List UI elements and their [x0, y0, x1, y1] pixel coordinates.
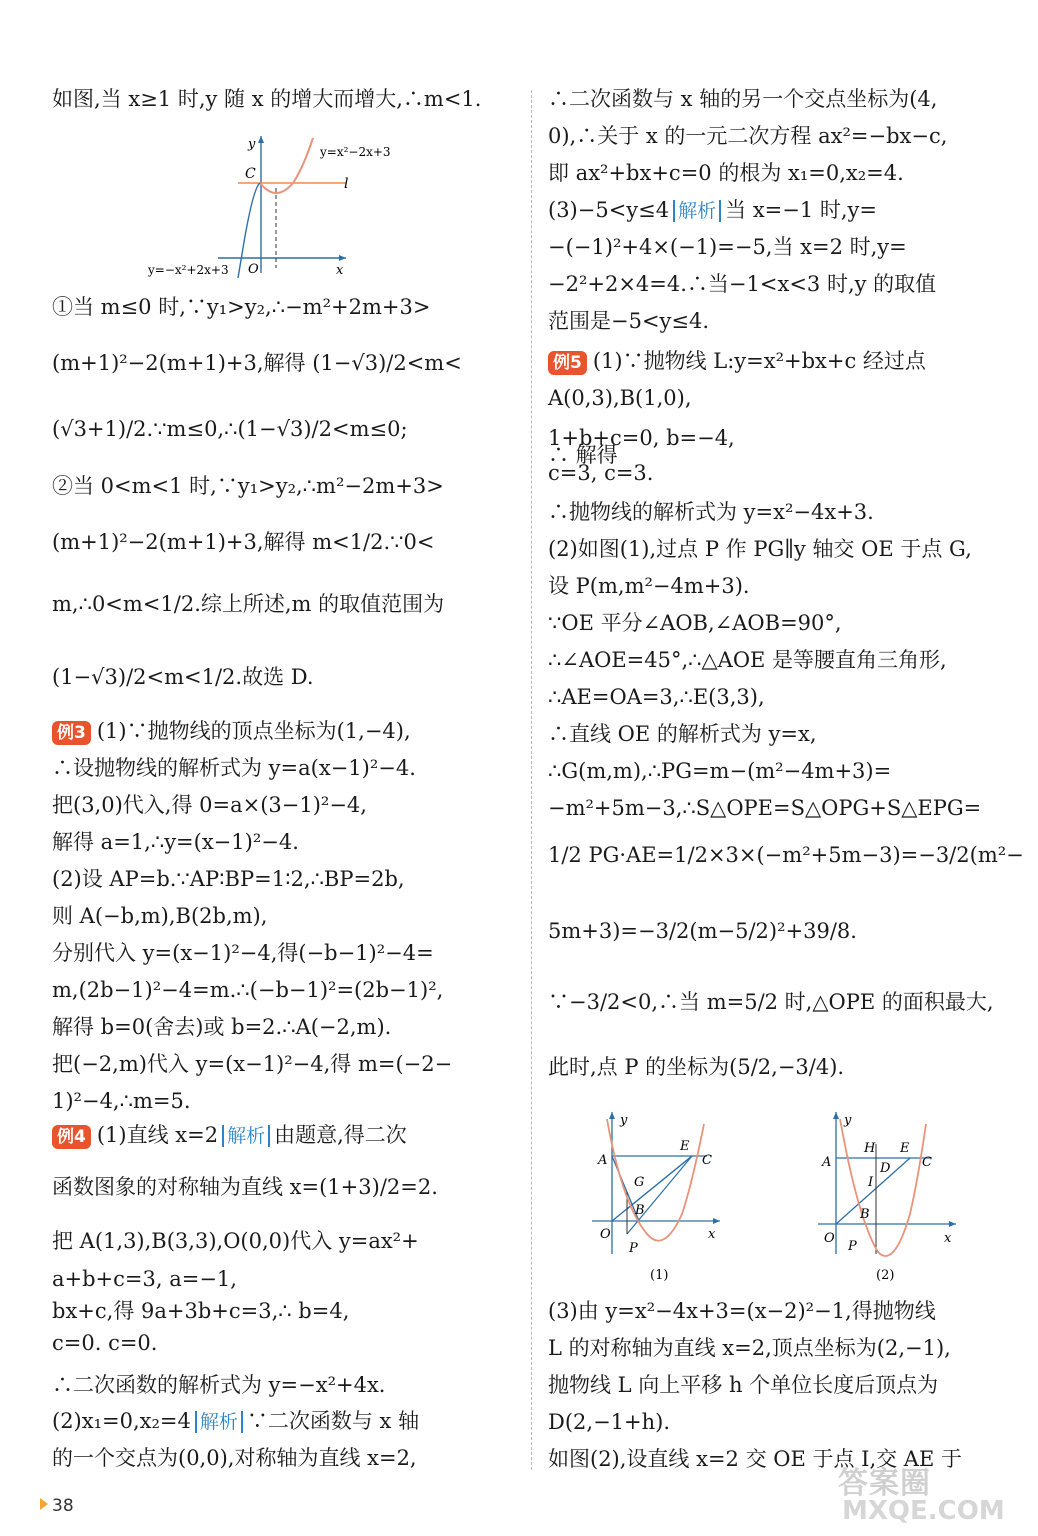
line-text: ∴AE=OA=3,∴E(3,3), — [548, 685, 765, 709]
svg-text:B: B — [860, 1207, 870, 1222]
line-text: a+b+c=3, a=−1, — [52, 1267, 237, 1291]
figure-2 — [818, 1104, 968, 1284]
eq-lower: y=−x²+2x+3 — [148, 263, 229, 277]
line-text: ②当 0<m<1 时,∵y₁>y₂,∴m²−2m+3> — [52, 474, 444, 498]
line-text: 如图(2),设直线 x=2 交 OE 于点 I,交 AE 于 — [548, 1447, 962, 1471]
line-text: ∵OE 平分∠AOB,∠AOB=90°, — [548, 611, 842, 635]
line-text: m,∴0<m<1/2.综上所述,m 的取值范围为 — [52, 592, 445, 616]
page-number: 38 — [52, 1496, 74, 1516]
text-line — [548, 385, 692, 411]
label-y: y — [248, 137, 256, 152]
watermark-url: MXQE.COM — [842, 1496, 1005, 1526]
text-line — [548, 234, 907, 260]
figure-1 — [592, 1104, 732, 1284]
label-O: O — [248, 262, 259, 277]
line-text: c=0. c=0. — [52, 1331, 158, 1355]
text-line — [52, 1330, 157, 1356]
text-line — [52, 1122, 407, 1149]
text-line — [548, 918, 857, 944]
line-text: 解得 a=1,∴y=(x−1)²−4. — [52, 830, 299, 854]
line-text: ①当 m≤0 时,∵y₁>y₂,∴−m²+2m+3> — [52, 295, 431, 319]
text-line — [52, 86, 481, 112]
line-text: A(0,3),B(1,0), — [548, 386, 692, 410]
svg-text:O: O — [824, 1231, 835, 1246]
line-text: ∴设抛物线的解析式为 y=a(x−1)²−4. — [52, 756, 416, 780]
text-line — [548, 499, 874, 525]
text-line — [52, 1174, 438, 1200]
page-marker-icon — [40, 1498, 48, 1510]
line-text: 把 A(1,3),B(3,3),O(0,0)代入 y=ax²+ — [52, 1229, 419, 1253]
text-line — [52, 903, 267, 929]
analysis-tag: 解析 — [222, 1125, 270, 1147]
text-line — [52, 1372, 385, 1398]
line-text: (1)∵抛物线的顶点坐标为(1,−4), — [96, 719, 411, 743]
text-line — [548, 1409, 670, 1435]
line-text: 则 A(−b,m),B(2b,m), — [52, 904, 268, 928]
svg-text:P: P — [629, 1241, 638, 1256]
line-text: 1/2 PG·AE=1/2×3×(−m²+5m−3)=−3/2(m²− — [548, 843, 1024, 867]
line-text: (2)x₁=0,x₂=4 — [52, 1409, 191, 1433]
svg-text:C: C — [922, 1155, 932, 1170]
svg-text:I: I — [868, 1175, 874, 1190]
text-line — [548, 348, 926, 375]
svg-text:D: D — [880, 1161, 891, 1176]
label-x: x — [336, 263, 344, 278]
line-text: (3)由 y=x²−4x+3=(x−2)²−1,得抛物线 — [548, 1299, 936, 1323]
line-text-after: 由题意,得二次 — [274, 1123, 407, 1147]
svg-text:A: A — [822, 1155, 832, 1170]
text-line — [52, 591, 444, 617]
line-text: ∴二次函数与 x 轴的另一个交点坐标为(4, — [548, 87, 938, 111]
text-line — [548, 989, 994, 1015]
line-text: (m+1)²−2(m+1)+3,解得 m<1/2.∵0< — [52, 530, 435, 554]
example-badge: 例3 — [52, 721, 91, 745]
line-text: −(−1)²+4×(−1)=−5,当 x=2 时,y= — [548, 235, 907, 259]
line-text: L 的对称轴为直线 x=2,顶点坐标为(2,−1), — [548, 1336, 951, 1360]
text-line — [548, 86, 937, 112]
line-text: 即 ax²+bx+c=0 的根为 x₁=0,x₂=4. — [548, 161, 904, 185]
text-line — [548, 271, 936, 297]
text-line — [548, 160, 904, 186]
text-line — [548, 1372, 938, 1398]
line-text-after: ∵二次函数与 x 轴 — [246, 1409, 420, 1433]
column-divider — [531, 90, 532, 1470]
svg-text:(2): (2) — [876, 1268, 895, 1283]
text-line — [548, 1335, 951, 1361]
text-line — [52, 416, 408, 442]
parabola-up — [260, 138, 313, 193]
line-text: 此时,点 P 的坐标为(5/2,−3/4). — [548, 1055, 845, 1079]
text-line — [548, 684, 765, 710]
text-line — [548, 842, 1024, 868]
line-text: c=3, c=3. — [548, 461, 654, 485]
text-line — [548, 758, 891, 784]
line-text: ∴抛物线的解析式为 y=x²−4x+3. — [548, 500, 874, 524]
line-text: −m²+5m−3,∴S△OPE=S△OPG+S△EPG= — [548, 796, 982, 820]
line-text: 把(3,0)代入,得 0=a×(3−1)²−4, — [52, 793, 367, 817]
line-text: ∴二次函数的解析式为 y=−x²+4x. — [52, 1373, 386, 1397]
svg-text:x: x — [944, 1231, 952, 1246]
line-text: ∴ 解得 — [548, 443, 618, 467]
text-line — [548, 721, 817, 747]
text-line — [52, 1014, 391, 1040]
svg-text:x: x — [708, 1227, 716, 1242]
svg-text:G: G — [634, 1175, 645, 1190]
text-line — [548, 573, 750, 599]
line-text: bx+c,得 9a+3b+c=3,∴ b=4, — [52, 1299, 350, 1323]
text-line — [52, 1408, 419, 1435]
text-line — [52, 792, 367, 818]
svg-text:A: A — [598, 1153, 608, 1168]
line-text: (√3+1)/2.∵m≤0,∴(1−√3)/2<m≤0; — [52, 417, 408, 441]
svg-text:(1): (1) — [650, 1268, 669, 1283]
text-line — [52, 1298, 349, 1324]
text-line — [52, 977, 443, 1003]
example-badge: 例5 — [548, 351, 587, 375]
example-badge: 例4 — [52, 1125, 91, 1149]
line-text: 把(−2,m)代入 y=(x−1)²−4,得 m=(−2− — [52, 1052, 453, 1076]
watermark-logo: 答案圈 — [838, 1466, 931, 1501]
text-line — [548, 647, 947, 673]
svg-text:E: E — [680, 1139, 690, 1154]
line-text: −2²+2×4=4.∴当−1<x<3 时,y 的取值 — [548, 272, 937, 296]
line-text: 解得 b=0(舍去)或 b=2.∴A(−2,m). — [52, 1015, 392, 1039]
line-text: ∴∠AOE=45°,∴△AOE 是等腰直角三角形, — [548, 648, 947, 672]
text-line — [548, 460, 653, 486]
text-line — [52, 1228, 419, 1254]
line-text: 0),∴关于 x 的一元二次方程 ax²=−bx−c, — [548, 124, 948, 148]
line-text: 1+b+c=0, b=−4, — [548, 426, 735, 450]
svg-text:O: O — [600, 1227, 611, 1242]
text-line — [548, 795, 981, 821]
text-line — [52, 529, 435, 555]
text-line — [52, 1051, 452, 1077]
line-text-after: 当 x=−1 时,y= — [725, 198, 878, 222]
line-text: D(2,−1+h). — [548, 1410, 671, 1434]
text-line — [52, 829, 299, 855]
text-line — [52, 1266, 237, 1292]
text-line — [52, 350, 462, 376]
line-text: ∵−3/2<0,∴当 m=5/2 时,△OPE 的面积最大, — [548, 990, 994, 1014]
label-C: C — [245, 166, 256, 182]
svg-text:C: C — [702, 1153, 712, 1168]
line-text: 如图,当 x≥1 时,y 随 x 的增大而增大,∴m<1. — [52, 87, 482, 111]
text-line — [52, 755, 416, 781]
line-text: 设 P(m,m²−4m+3). — [548, 574, 750, 598]
line-text: 函数图象的对称轴为直线 x=(1+3)/2=2. — [52, 1175, 438, 1199]
text-line — [52, 718, 411, 745]
line-text: 5m+3)=−3/2(m−5/2)²+39/8. — [548, 919, 857, 943]
text-line — [548, 197, 877, 224]
svg-text:y: y — [844, 1113, 852, 1128]
line-text: (m+1)²−2(m+1)+3,解得 (1−√3)/2<m< — [52, 351, 462, 375]
eq-upper: y=x²−2x+3 — [320, 145, 391, 159]
line-text: (1)直线 x=2 — [96, 1123, 219, 1147]
text-line — [52, 940, 434, 966]
svg-text:y: y — [620, 1113, 628, 1128]
text-line — [52, 664, 314, 690]
text-line — [548, 1298, 936, 1324]
label-l: l — [344, 176, 349, 192]
text-line — [548, 536, 972, 562]
line-text: ∴直线 OE 的解析式为 y=x, — [548, 722, 817, 746]
line-text: (2)设 AP=b.∵AP∶BP=1∶2,∴BP=2b, — [52, 867, 405, 891]
svg-text:B: B — [635, 1203, 645, 1218]
text-line — [52, 1088, 191, 1114]
figure-parabolas — [148, 128, 428, 278]
line-text: m,(2b−1)²−4=m.∴(−b−1)²=(2b−1)², — [52, 978, 444, 1002]
text-line — [548, 610, 842, 636]
line-text: 分别代入 y=(x−1)²−4,得(−b−1)²−4= — [52, 941, 434, 965]
text-line — [52, 294, 430, 320]
line-text: (3)−5<y≤4 — [548, 198, 670, 222]
line-text: 的一个交点为(0,0),对称轴为直线 x=2, — [52, 1446, 417, 1470]
text-line — [52, 1445, 417, 1471]
line-text: (1)∵抛物线 L:y=x²+bx+c 经过点 — [592, 349, 926, 373]
analysis-tag: 解析 — [195, 1411, 243, 1433]
line-text: 抛物线 L 向上平移 h 个单位长度后顶点为 — [548, 1373, 939, 1397]
analysis-tag: 解析 — [673, 200, 721, 222]
text-line — [52, 473, 444, 499]
svg-text:H: H — [864, 1141, 876, 1156]
line-text: (1−√3)/2<m<1/2.故选 D. — [52, 665, 314, 689]
text-line — [548, 123, 947, 149]
svg-text:P: P — [848, 1239, 857, 1254]
line-text: ∴G(m,m),∴PG=m−(m²−4m+3)= — [548, 759, 892, 783]
svg-text:E: E — [900, 1141, 910, 1156]
text-line — [52, 866, 405, 892]
line-text: 范围是−5<y≤4. — [548, 309, 710, 333]
line-text: (2)如图(1),过点 P 作 PG∥y 轴交 OE 于点 G, — [548, 537, 972, 561]
line-text: 1)²−4,∴m=5. — [52, 1089, 191, 1113]
text-line — [548, 1054, 844, 1080]
text-line — [548, 308, 709, 334]
